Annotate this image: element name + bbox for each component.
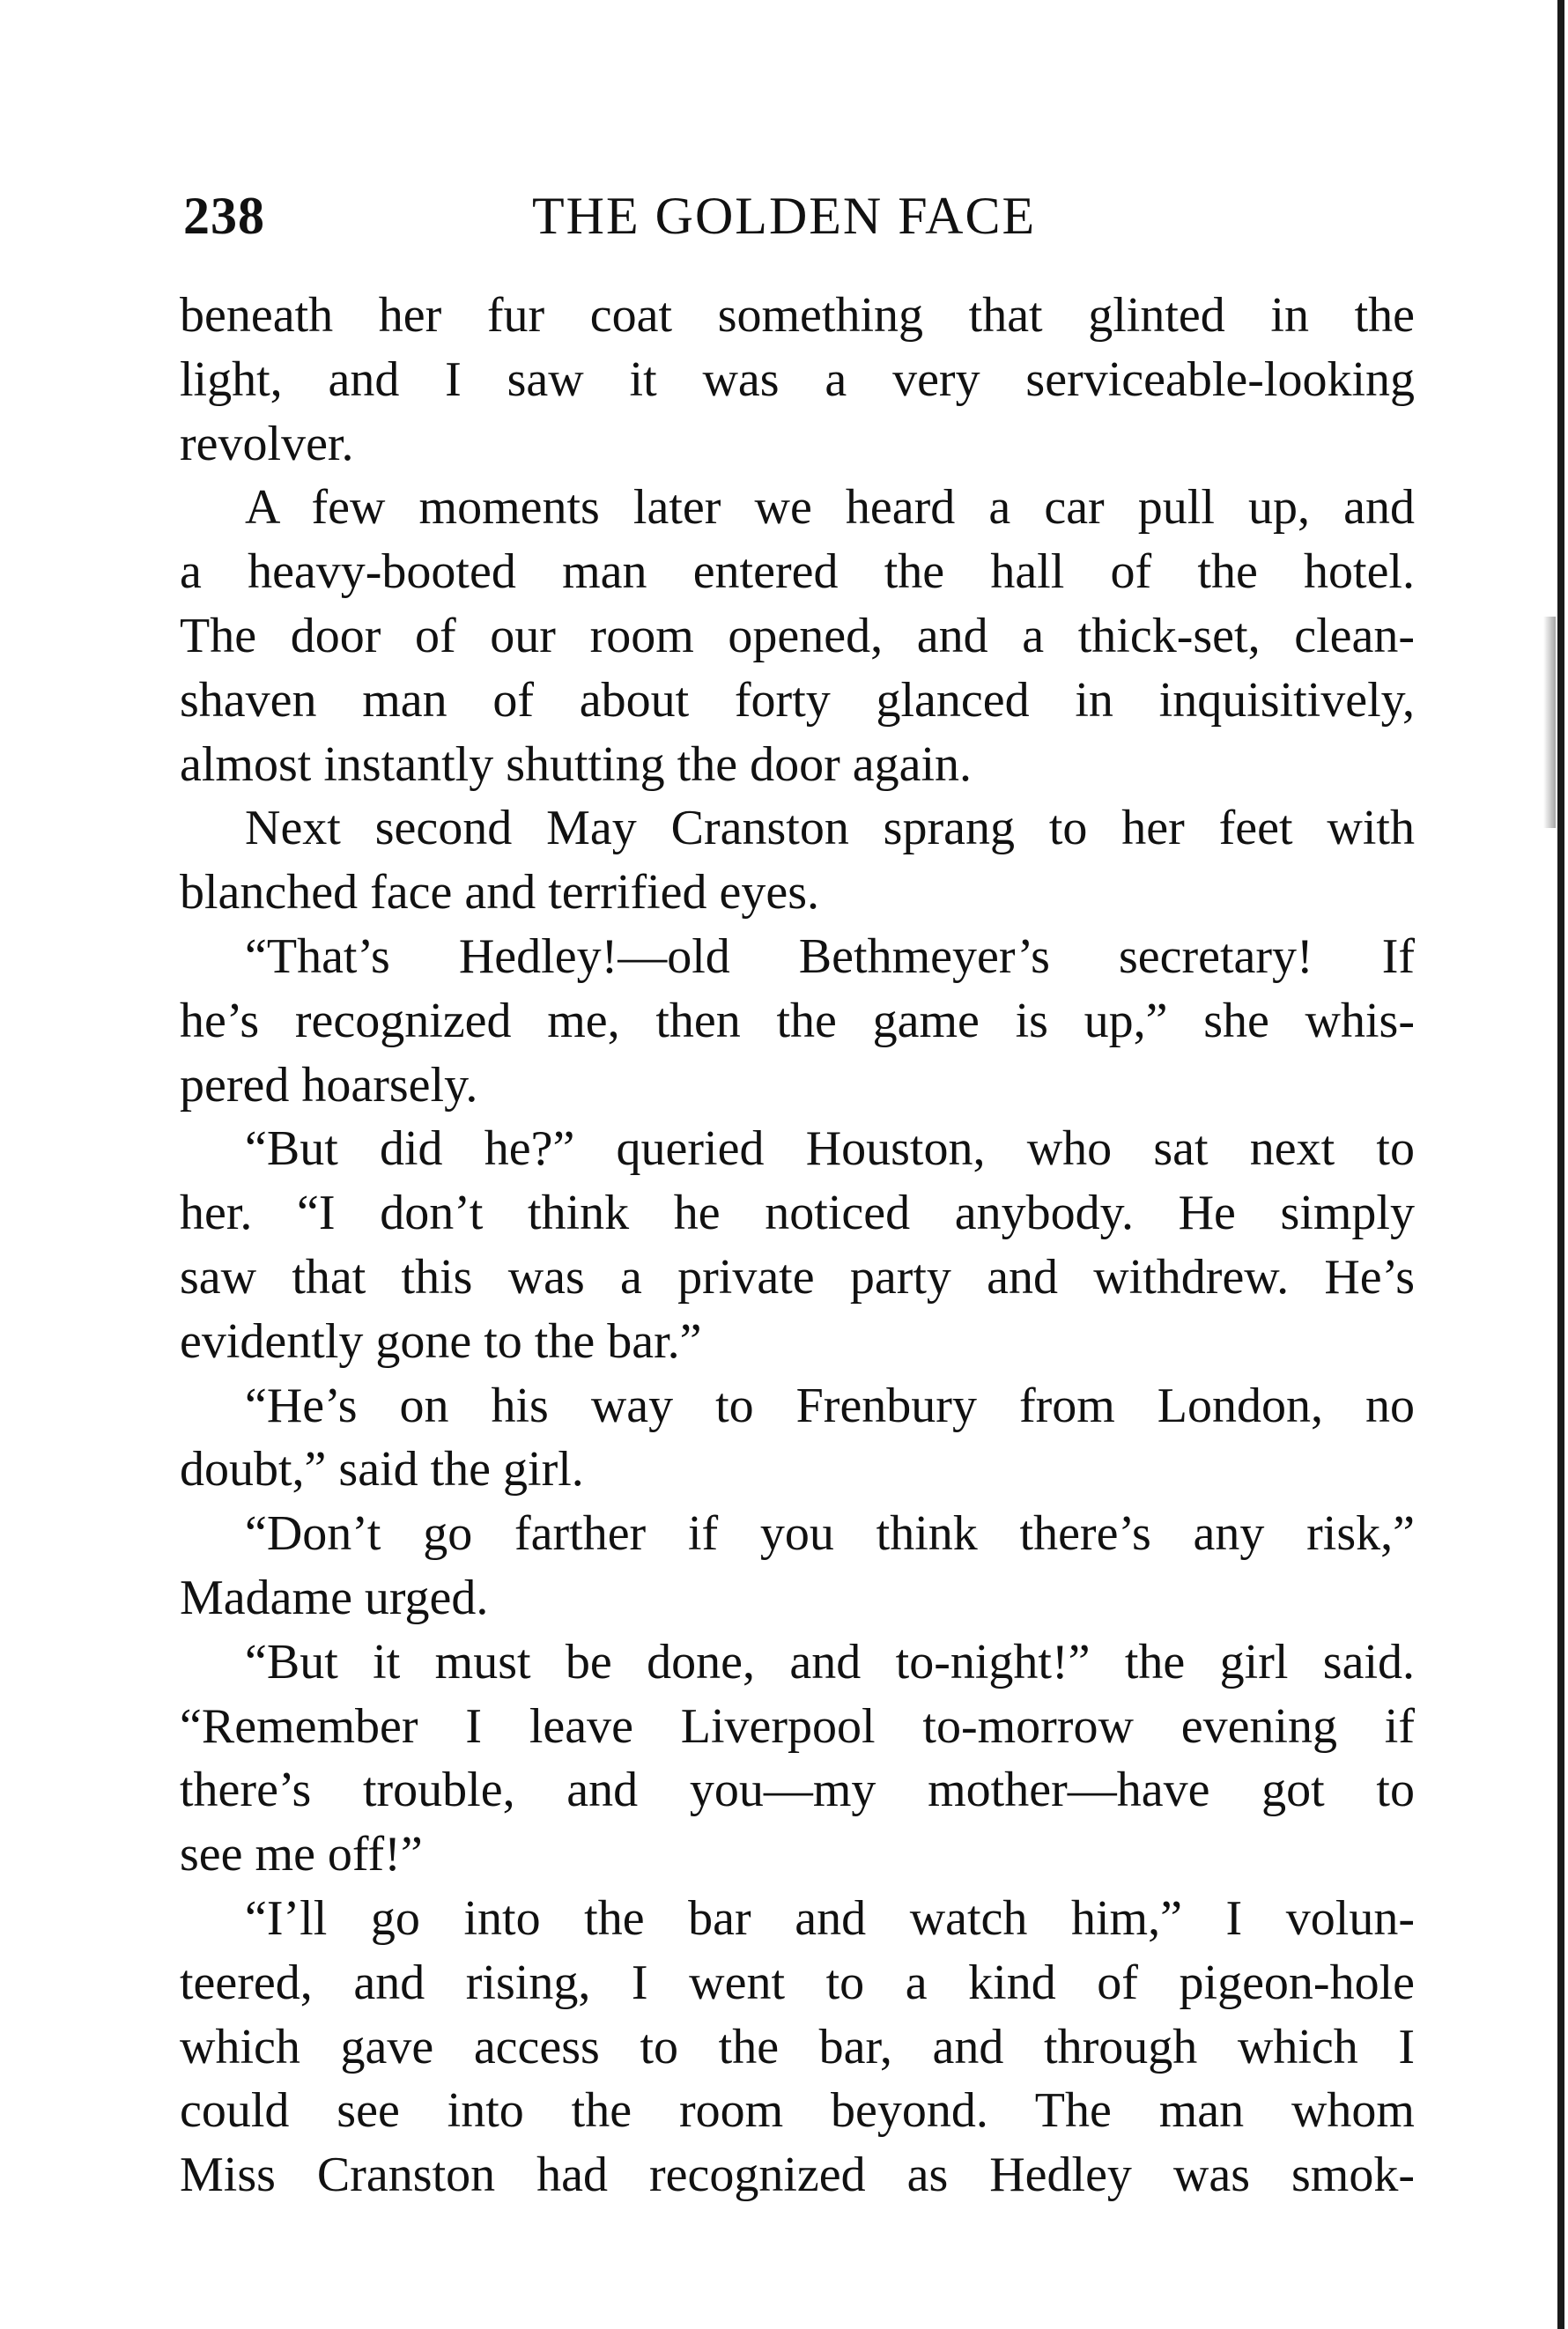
scan-edge xyxy=(1557,0,1564,2329)
text-line: evidently gone to the bar.” xyxy=(180,1313,702,1369)
text-line: blanched face and terrified eyes. xyxy=(180,865,820,921)
running-title: THE GOLDEN FACE xyxy=(532,187,1037,245)
text-line: “He’s on his way to Frenbury from London, no xyxy=(245,1378,1415,1433)
text-line: saw that this was a private party and withdrew. He’s xyxy=(180,1249,1415,1305)
text-line: “Don’t go farther if you think there’s any risk,” xyxy=(245,1506,1415,1562)
text-line: Next second May Cranston sprang to her feet with xyxy=(245,801,1415,856)
text-line: her. “I don’t think he noticed anybody. He simply xyxy=(180,1186,1415,1241)
text-line: shaven man of about forty glanced in inquisitively, xyxy=(180,672,1415,728)
text-line: doubt,” said the girl. xyxy=(180,1442,584,1497)
text-line: “I’ll go into the bar and watch him,” I volun- xyxy=(245,1890,1415,1946)
text-line: Madame urged. xyxy=(180,1570,489,1625)
text-line: “But it must be done, and to-night!” the girl said. xyxy=(245,1634,1415,1689)
text-line: teered, and rising, I went to a kind of pigeon-hole xyxy=(180,1955,1415,2010)
text-line: a heavy-booted man entered the hall of the hotel. xyxy=(180,544,1415,600)
text-line: he’s recognized me, then the game is up,” she whis- xyxy=(180,993,1415,1048)
text-line: pered hoarsely. xyxy=(180,1057,478,1113)
text-line: “That’s Hedley!—old Bethmeyer’s secretary! If xyxy=(245,928,1415,984)
text-line: Miss Cranston had recognized as Hedley was smok- xyxy=(180,2148,1415,2203)
text-line: The door of our room opened, and a thick-set, clean- xyxy=(180,608,1415,663)
text-line: which gave access to the bar, and through which I xyxy=(180,2019,1415,2074)
text-line: see me off!” xyxy=(180,1827,423,1882)
text-line: almost instantly shutting the door again. xyxy=(180,736,973,792)
text-line: light, and I saw it was a very serviceable-looking xyxy=(180,351,1415,407)
page-header xyxy=(183,181,1416,251)
body-text xyxy=(180,284,1415,2207)
scan-edge-shadow xyxy=(1543,617,1556,828)
text-line: revolver. xyxy=(180,416,354,471)
text-line: could see into the room beyond. The man whom xyxy=(180,2083,1415,2139)
text-line: there’s trouble, and you—my mother—have got to xyxy=(180,1763,1415,1818)
text-line: A few moments later we heard a car pull up, and xyxy=(245,480,1415,536)
text-line: “Remember I leave Liverpool to-morrow evening if xyxy=(180,1698,1415,1754)
text-line: beneath her fur coat something that glinted in the xyxy=(180,288,1415,343)
page-number: 238 xyxy=(183,187,265,245)
text-line: “But did he?” queried Houston, who sat next to xyxy=(245,1121,1415,1177)
